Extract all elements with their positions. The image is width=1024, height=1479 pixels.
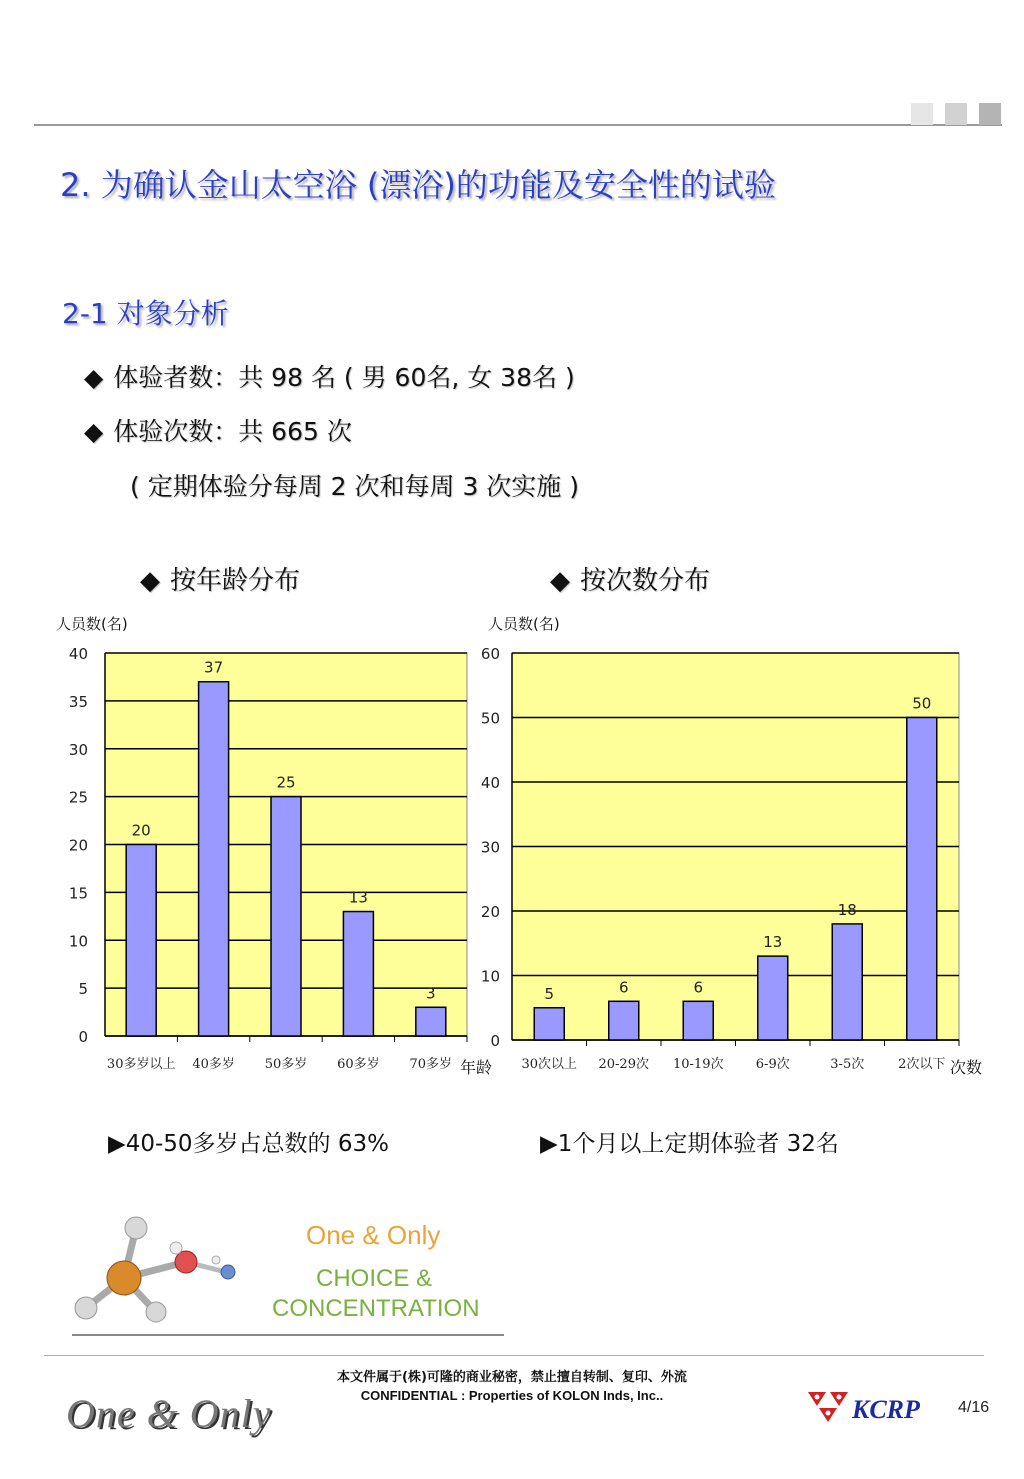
- page-number: 4/16: [958, 1399, 990, 1416]
- page-title: 2. 为确认金山太空浴 (漂浴)的功能及安全性的试验: [60, 166, 776, 204]
- bullet-sessions: [84, 412, 352, 448]
- count-chart-heading-text: 按次数分布: [580, 566, 711, 596]
- data-label: 6: [618, 978, 629, 997]
- kcrp-triangles-icon: [806, 1390, 850, 1424]
- data-label: 6: [693, 978, 704, 997]
- y-axis-label: 人员数(名): [488, 615, 560, 633]
- molecule-atom: [212, 1256, 220, 1264]
- section-subtitle: 2-1 对象分析: [62, 297, 229, 330]
- bar: [126, 845, 156, 1037]
- y-tick-label: 40: [68, 645, 88, 663]
- bar: [832, 924, 862, 1040]
- y-tick-label: 20: [68, 836, 88, 855]
- y-tick-label: 40: [480, 774, 500, 792]
- x-tick-label: 2次以下: [898, 1057, 946, 1072]
- bar: [343, 912, 373, 1036]
- y-axis-label: 人员数(名): [56, 615, 128, 633]
- molecule-atom: [75, 1297, 97, 1319]
- x-tick-label: 50多岁: [264, 1057, 308, 1072]
- bar: [907, 718, 937, 1041]
- bar: [199, 682, 229, 1036]
- data-label: 25: [276, 773, 296, 792]
- molecule-atom-blue: [221, 1265, 235, 1279]
- y-tick-label: 50: [480, 709, 500, 728]
- y-tick-label: 20: [480, 903, 500, 921]
- data-label: 37: [204, 658, 224, 677]
- charts-area: [0, 600, 1024, 1100]
- sessions-text: 体验次数：共 665 次: [113, 417, 352, 446]
- x-axis-label: 年龄: [459, 1058, 493, 1077]
- footer-divider: [44, 1355, 984, 1356]
- x-tick-label: 40多岁: [192, 1057, 235, 1072]
- diamond-bullet-icon: ◆: [84, 417, 104, 446]
- one-and-only-logo: One & Only: [66, 1391, 272, 1436]
- x-axis-label: 次数: [949, 1058, 983, 1077]
- x-tick-label: 10-19次: [673, 1057, 724, 1072]
- bar: [683, 1001, 713, 1040]
- y-tick-label: 0: [490, 1032, 500, 1050]
- diamond-bullet-icon: ◆: [84, 363, 104, 392]
- y-tick-label: 30: [480, 838, 500, 857]
- molecule-atom: [146, 1302, 166, 1322]
- x-tick-label: 70多岁: [409, 1057, 453, 1072]
- logo-divider: [72, 1334, 504, 1336]
- x-tick-label: 20-29次: [598, 1057, 649, 1072]
- schedule-text: ( 定期体验分每周 2 次和每周 3 次实施 ): [130, 472, 580, 501]
- bullet-participants: [84, 358, 575, 394]
- x-tick-label: 3-5次: [830, 1057, 865, 1072]
- y-tick-label: 25: [68, 788, 88, 807]
- data-label: 3: [426, 984, 436, 1003]
- bar: [534, 1008, 564, 1040]
- count-chart-heading: [550, 560, 710, 597]
- data-label: 5: [544, 984, 555, 1003]
- header-divider: [34, 124, 1002, 126]
- y-tick-label: 60: [480, 645, 500, 663]
- y-tick-label: 10: [68, 932, 88, 951]
- x-tick-label: 6-9次: [755, 1057, 790, 1072]
- bar: [609, 1001, 639, 1040]
- y-tick-label: 5: [78, 980, 88, 999]
- data-label: 50: [912, 694, 932, 713]
- x-tick-label: 30多岁以上: [106, 1057, 176, 1072]
- participants-text: 体验者数：共 98 名 ( 男 60名, 女 38名 ): [113, 363, 575, 392]
- kcrp-brand: KCRP: [852, 1395, 920, 1424]
- molecule-atom-center: [107, 1261, 141, 1295]
- header-square-light: [911, 103, 933, 125]
- data-label: 20: [131, 821, 151, 840]
- age-note: ▶40-50多岁占总数的 63%: [108, 1131, 389, 1157]
- diamond-bullet-icon: ◆: [140, 566, 160, 596]
- molecule-atom: [170, 1242, 182, 1254]
- x-tick-label: 60多岁: [337, 1057, 380, 1072]
- molecule-atom-red: [175, 1251, 197, 1273]
- x-tick-label: 30次以上: [521, 1057, 578, 1072]
- y-tick-label: 30: [68, 740, 88, 759]
- logo-choice: CHOICE &: [316, 1265, 433, 1292]
- age-chart-heading: [140, 560, 300, 597]
- header-square-mid: [945, 103, 967, 125]
- data-label: 13: [763, 933, 783, 952]
- y-tick-label: 15: [68, 884, 88, 903]
- molecule-atom: [125, 1217, 147, 1239]
- bar: [271, 797, 301, 1036]
- bar: [416, 1007, 446, 1036]
- confidential-en: CONFIDENTIAL : Properties of KOLON Inds, Inc..: [360, 1388, 664, 1403]
- y-tick-label: 10: [480, 967, 500, 986]
- logo-one-and-only: One & Only: [306, 1220, 441, 1250]
- count-note: ▶1个月以上定期体验者 32名: [540, 1131, 839, 1157]
- y-tick-label: 35: [68, 692, 88, 711]
- data-label: 13: [348, 888, 368, 907]
- molecule-illustration: [66, 1212, 276, 1332]
- confidential-cn: 本文件属于(株)可隆的商业秘密，禁止擅自转制、复印、外流: [337, 1370, 687, 1385]
- y-tick-label: 0: [78, 1028, 88, 1046]
- diamond-bullet-icon: ◆: [550, 566, 570, 596]
- data-label: 18: [837, 900, 857, 919]
- age-chart-heading-text: 按年龄分布: [170, 566, 301, 596]
- header-square-dark: [979, 103, 1001, 125]
- bar: [758, 956, 788, 1040]
- logo-concentration: CONCENTRATION: [272, 1295, 480, 1322]
